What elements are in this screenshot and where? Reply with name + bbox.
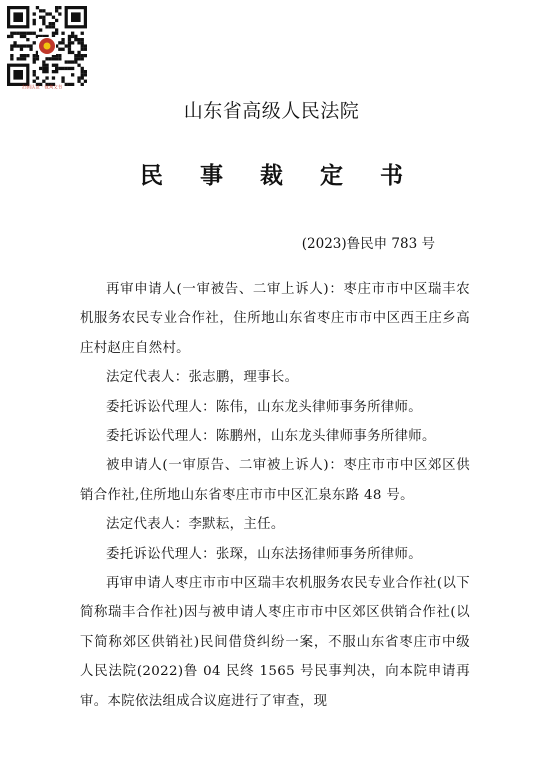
paragraph-case-summary: 再审申请人枣庄市市中区瑞丰农机服务农民专业合作社(以下简称瑞丰合作社)因与被申请人枣庄市市中区郊区供销合作社(以下简称郊区供销社)民间借贷纠纷一案，不服山东省枣庄市中级人民法院(2022)鲁 04 民终 1565 号民事判决，向本院申请再审。本院依法组成合议庭进行了审查，现	[80, 576, 470, 709]
court-name: 山东省高级人民法院	[183, 100, 360, 122]
document-body	[80, 275, 470, 716]
qr-caption: 扫码认证 · 裁判文书	[22, 84, 63, 91]
paragraph-applicant-agent-2: 委托诉讼代理人：陈鹏州，山东龙头律师事务所律师。	[106, 429, 436, 445]
qr-code	[7, 6, 87, 86]
document-title: 民事裁定书	[140, 162, 440, 189]
case-number: (2023)鲁民申 783 号	[301, 236, 435, 252]
paragraph-applicant-agent-1: 委托诉讼代理人：陈伟，山东龙头律师事务所律师。	[106, 399, 423, 415]
seal-emblem-icon	[44, 43, 51, 50]
paragraph-respondent: 被申请人(一审原告、二审被上诉人)：枣庄市市中区郊区供销合作社,住所地山东省枣庄市市中区汇泉东路 48 号。	[80, 458, 470, 503]
paragraph-respondent-representative: 法定代表人：李默耘，主任。	[106, 517, 285, 533]
paragraph-applicant-representative: 法定代表人：张志鹏，理事长。	[106, 370, 299, 386]
paragraph-respondent-agent: 委托诉讼代理人：张琛，山东法扬律师事务所律师。	[106, 546, 423, 562]
paragraph-applicant: 再审申请人(一审被告、二审上诉人)：枣庄市市中区瑞丰农机服务农民专业合作社，住所地山东省枣庄市市中区西王庄乡高庄村赵庄自然村。	[80, 282, 470, 356]
